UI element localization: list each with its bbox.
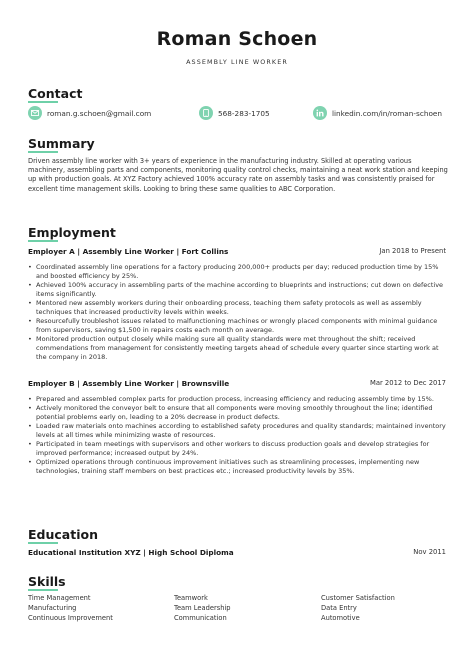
summary-underline xyxy=(28,151,58,153)
skill-item: Communication xyxy=(174,614,227,622)
job-bullet: • Resourcefully troubleshot issues related to malfunctioning machines or wrongly placed components with minimal guidance from supervisors, saving $1,500 in repairs costs each month on average. xyxy=(28,317,446,335)
education-entry xyxy=(28,548,446,558)
contact-heading: Contact xyxy=(28,86,83,101)
education-underline xyxy=(28,542,58,544)
job-bullet: • Loaded raw materials onto machines according to established safety procedures and quality standards; maintained inventory levels at all times while minimizing waste of resources. xyxy=(28,422,446,440)
education-entry-date: Nov 2011 xyxy=(413,548,446,556)
phone-icon xyxy=(199,106,213,120)
job-bullet: • Participated in team meetings with supervisors and other workers to discuss production goals and develop strategies for improved performance; increased output by 24%. xyxy=(28,440,446,458)
summary-heading: Summary xyxy=(28,136,95,151)
summary-paragraph: Driven assembly line worker with 3+ years of experience in the manufacturing industry. Skilled at operating various machinery, assembling parts and components, monitoring quality control checks, maintaining a neat work station and keeping up with production goals. At XYZ Factory achieved 100% accuracy rate on assembly tasks and was consistently praised for excellent time management skills. Looking to bring these same qualities to ABC Corporation. xyxy=(28,157,448,193)
linkedin-icon xyxy=(313,106,327,120)
mail-icon xyxy=(28,106,42,120)
skill-item: Data Entry xyxy=(321,604,357,612)
skill-item: Continuous Improvement xyxy=(28,614,113,622)
job-bullet-list xyxy=(28,263,446,361)
linkedin-text: linkedin.com/in/roman-schoen xyxy=(332,108,443,118)
skill-item: Automotive xyxy=(321,614,360,622)
email-text: roman.g.schoen@gmail.com xyxy=(47,108,152,118)
job-entry-header xyxy=(28,379,446,389)
skill-item: Manufacturing xyxy=(28,604,77,612)
job-entry-header xyxy=(28,247,446,257)
job-bullet: • Prepared and assembled complex parts for production process, increasing efficiency and reducing assembly time by 15%. xyxy=(28,395,446,404)
contact-underline xyxy=(28,101,58,103)
skills-underline xyxy=(28,589,58,591)
skills-heading: Skills xyxy=(28,574,66,589)
skill-item: Team Leadership xyxy=(174,604,231,612)
contact-linkedin[interactable] xyxy=(313,106,442,120)
job-bullet: • Optimized operations through continuous improvement initiatives such as streamlining processes, implementing new technologies, training staff members on best practices etc.; increased productivity levels by 35%. xyxy=(28,458,446,476)
job-bullet: • Actively monitored the conveyor belt to ensure that all components were moving smoothly throughout the line; identified potential problems early on, leading to a 20% decrease in product defects. xyxy=(28,404,446,422)
job-title: ASSEMBLY LINE WORKER xyxy=(186,58,288,66)
job-bullet: • Achieved 100% accuracy in assembling parts of the machine according to blueprints and instructions; cut down on defective items significantly. xyxy=(28,281,446,299)
job-entry-date: Jan 2018 to Present xyxy=(379,247,446,255)
contact-email[interactable] xyxy=(28,106,151,120)
job-bullet-list xyxy=(28,395,446,476)
employment-underline xyxy=(28,240,58,242)
job-bullet: • Mentored new assembly workers during their onboarding process, teaching them safety protocols as well as assembly techniques that increased productivity levels within weeks. xyxy=(28,299,446,317)
job-entry-date: Mar 2012 to Dec 2017 xyxy=(369,379,446,387)
skill-item: Teamwork xyxy=(174,594,208,602)
candidate-name: Roman Schoen xyxy=(156,28,318,50)
education-entry-title: Educational Institution XYZ | High School Diploma xyxy=(28,548,234,557)
job-bullet: • Monitored production output closely while making sure all quality standards were met throughout the shift; received commendations from management for consistently meeting targets ahead of schedule every quarter since starting work at the company in 2018. xyxy=(28,335,446,362)
job-entry-title: Employer B | Assembly Line Worker | Brownsville xyxy=(28,379,230,388)
job-entry-title: Employer A | Assembly Line Worker | Fort Collins xyxy=(28,247,229,256)
employment-heading: Employment xyxy=(28,225,116,240)
skill-item: Customer Satisfaction xyxy=(321,594,395,602)
contact-phone[interactable] xyxy=(199,106,270,120)
job-bullet: • Coordinated assembly line operations for a factory producing 200,000+ products per day; reduced production time by 15% and boosted efficiency by 25%. xyxy=(28,263,446,281)
education-heading: Education xyxy=(28,527,98,542)
skill-item: Time Management xyxy=(28,594,91,602)
phone-text: 568-283-1705 xyxy=(218,108,270,118)
